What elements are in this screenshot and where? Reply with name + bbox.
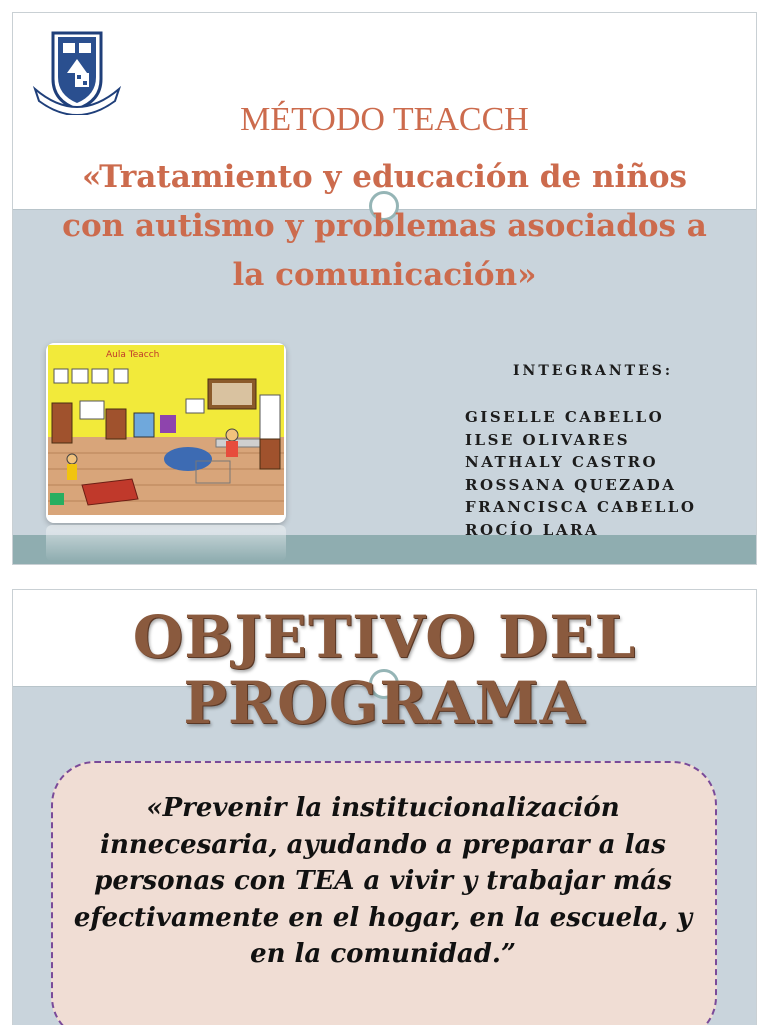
objective-quote: «Prevenir la institucionalización innecesaria, ayudando a preparar a las personas con TEA a vivir y trabajar más efectivamente en el hogar, en la escuela, y en la comunidad.”: [73, 793, 693, 969]
slide-objective: [12, 589, 757, 1025]
presentation-title: MÉTODO TEACCH: [240, 101, 529, 138]
image-reflection: [46, 525, 286, 561]
member-name: ROCÍO LARA: [465, 520, 600, 539]
members-heading: INTEGRANTES:: [513, 363, 674, 379]
member-name: GISELLE CABELLO: [465, 408, 665, 426]
member-name: FRANCISCA CABELLO: [465, 498, 697, 517]
member-name: NATHALY CASTRO: [465, 453, 659, 472]
objective-heading-line2: PROGRAMA: [183, 669, 586, 737]
objective-heading: [13, 604, 756, 736]
classroom-illustration: [46, 343, 286, 523]
member-name: ROSSANA QUEZADA: [465, 475, 677, 494]
presentation-subtitle: «Tratamiento y educación de niños con autismo y problemas asociados a la comunicación»: [62, 159, 707, 293]
classroom-label: Aula Teacch: [106, 350, 160, 360]
slide-title: [12, 12, 757, 565]
member-name: ILSE OLIVARES: [465, 430, 631, 449]
objective-heading-line1: OBJETIVO DEL: [132, 603, 637, 671]
members-list: [465, 406, 696, 542]
